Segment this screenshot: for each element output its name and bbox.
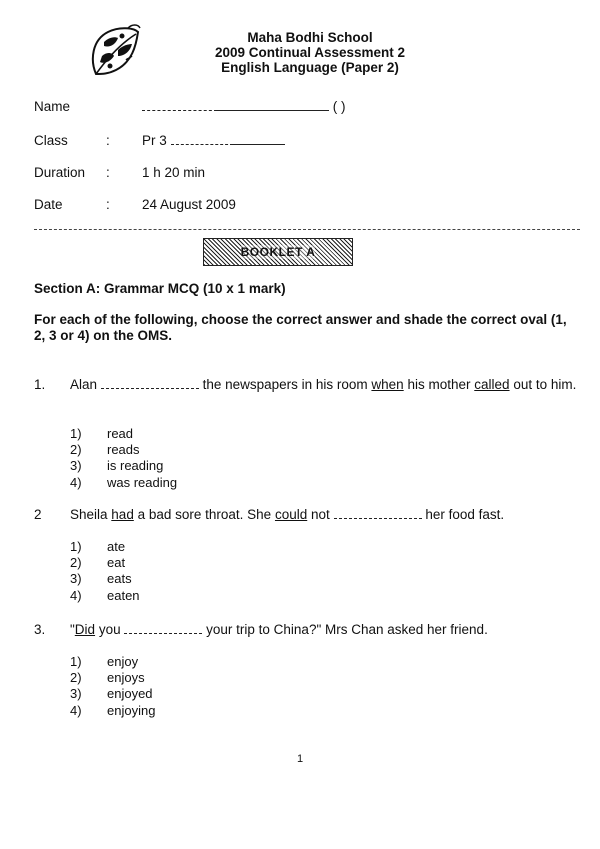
question-3-number: 3. [34, 622, 46, 637]
option-item: 4) enjoying [70, 702, 156, 718]
class-index-parens: ( ) [332, 99, 346, 114]
question-2-number: 2 [34, 507, 42, 522]
answer-blank [334, 508, 422, 519]
question-1-number: 1. [34, 377, 46, 392]
dashed-separator [34, 229, 580, 230]
option-item: 2) enjoys [70, 670, 145, 686]
assessment-title: 2009 Continual Assessment 2 [214, 45, 406, 60]
class-blank-line [233, 134, 285, 145]
field-colon-duration: : [106, 165, 110, 180]
option-item: 2) reads [70, 442, 140, 458]
date-value: 24 August 2009 [142, 197, 236, 212]
class-field [142, 133, 285, 148]
field-label-date: Date [34, 197, 63, 212]
field-colon-date: : [106, 197, 110, 212]
school-logo [86, 22, 144, 80]
class-blank-dashed [171, 134, 233, 145]
question-1-options [70, 426, 177, 491]
option-item: 1) read [70, 426, 134, 441]
section-title: Section A: Grammar MCQ (10 x 1 mark) [34, 281, 286, 296]
booklet-label-box [203, 238, 353, 266]
question-2-text: Sheila had a bad sore throat. She could not her food fast. [70, 507, 505, 522]
field-label-duration: Duration [34, 165, 86, 180]
school-name: Maha Bodhi School [247, 30, 373, 45]
option-item: 3) is reading [70, 458, 164, 474]
class-value: Pr 3 [142, 133, 167, 148]
page-number: 1 [296, 753, 304, 765]
question-3-options [70, 654, 155, 719]
option-item: 4) was reading [70, 474, 178, 490]
option-item: 2) eat [70, 555, 126, 571]
name-field [142, 99, 346, 114]
option-item: 4) eaten [70, 587, 140, 603]
duration-value: 1 h 20 min [142, 165, 206, 180]
field-label-class: Class [34, 133, 68, 148]
field-label-name: Name [34, 99, 71, 114]
option-item: 1) ate [70, 539, 126, 554]
question-3-text: "Did you your trip to China?" Mrs Chan asked her friend. [70, 622, 488, 637]
question-1-text: Alan the newspapers in his room when his mother called out to him. [70, 377, 577, 392]
option-item: 3) enjoyed [70, 686, 153, 702]
subject-title: English Language (Paper 2) [221, 60, 399, 75]
option-item: 3) eats [70, 571, 132, 587]
section-instruction: For each of the following, choose the correct answer and shade the correct oval (1, 2, 3 or 4) on the OMS. [34, 312, 567, 343]
answer-blank [124, 623, 202, 634]
option-item: 1) enjoy [70, 654, 139, 669]
booklet-label: BOOKLET A [240, 245, 316, 259]
answer-blank [101, 378, 199, 389]
name-blank-dashed [142, 100, 217, 111]
question-2-options [70, 539, 140, 604]
name-blank-line [217, 100, 329, 111]
field-colon-class: : [106, 133, 110, 148]
